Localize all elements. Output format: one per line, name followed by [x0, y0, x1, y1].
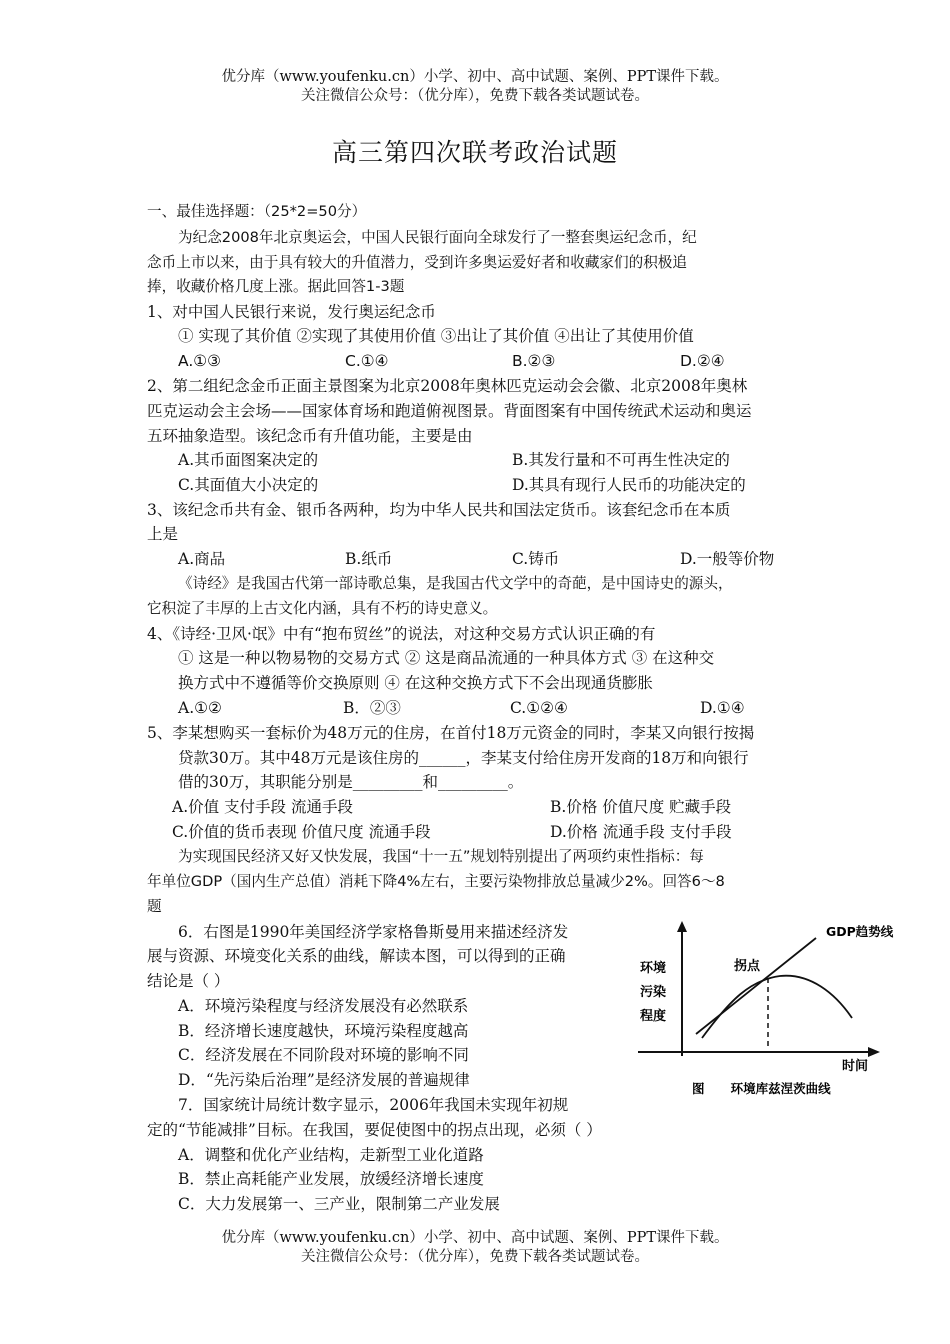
kuznets-curve: [702, 976, 852, 1038]
x-axis-label: 时间: [842, 1059, 869, 1074]
question-2-stem: 匹克运动会主会场——国家体育场和跑道俯视图景。背面图案有中国传统武术运动和奥运: [147, 402, 752, 420]
turning-point-label: 拐点: [734, 959, 761, 974]
question-6-option-b: B．经济增长速度越快，环境污染程度越高: [178, 1022, 469, 1040]
passage-1-line: 念币上市以来，由于具有较大的升值潜力，受到许多奥运爱好者和收藏家们的积极追: [147, 254, 687, 271]
question-3-stem: 上是: [147, 525, 179, 543]
question-3-option-c: C.铸币: [512, 550, 560, 568]
question-6-option-a: A．环境污染程度与经济发展没有必然联系: [178, 997, 469, 1015]
question-2-stem: 五环抽象造型。该纪念币有升值功能，主要是由: [147, 427, 473, 445]
question-1-option-a: A.①③: [178, 352, 222, 370]
section-heading: 一、最佳选择题：（25*2=50分）: [147, 203, 367, 220]
question-5-option-c: C.价值的货币表现 价值尺度 流通手段: [172, 823, 431, 841]
passage-3-line: 年单位GDP（国内生产总值）消耗下降4%左右，主要污染物排放总量减少2%。回答6～8: [147, 873, 725, 890]
question-7-option-b: B．禁止高耗能产业发展，放缓经济增长速度: [178, 1170, 484, 1188]
question-1-stem: 1、对中国人民银行来说，发行奥运纪念币: [147, 303, 436, 321]
question-7-stem: 定的“节能减排”目标。在我国，要促使图中的拐点出现，必须（ ）: [147, 1121, 602, 1139]
question-4-option-a: A.①②: [178, 699, 222, 717]
question-5-stem: 5、李某想购买一套标价为48万元的住房，在首付18万元资金的同时，李某又向银行按揭: [147, 724, 755, 742]
question-4-option-c: C.①②④: [510, 699, 568, 717]
question-1-items: ① 实现了其价值 ②实现了其使用价值 ③出让了其价值 ④出让了其使用价值: [178, 327, 694, 345]
passage-2-line: 它积淀了丰厚的上古文化内涵，具有不朽的诗史意义。: [147, 600, 498, 617]
question-2-option-b: B.其发行量和不可再生性决定的: [512, 451, 730, 469]
gdp-trend-line: [696, 938, 816, 1034]
y-axis-label: 环境: [640, 961, 667, 976]
question-4-stem: 4、《诗经·卫风·氓》中有“抱布贸丝”的说法，对这种交易方式认识正确的有: [147, 625, 656, 643]
passage-3-line: 题: [147, 898, 162, 915]
question-7-option-a: A．调整和优化产业结构，走新型工业化道路: [178, 1146, 484, 1164]
question-3-option-a: A.商品: [178, 550, 226, 568]
question-3-option-d: D.一般等价物: [680, 550, 775, 568]
kuznets-curve-figure: [630, 918, 910, 1103]
question-3-stem: 3、该纪念币共有金、银币各两种，均为中华人民共和国法定货币。该套纪念币在本质: [147, 501, 731, 519]
x-axis-arrow: [868, 1047, 880, 1057]
question-6-stem: 展与资源、环境变化关系的曲线，解读本图，可以得到的正确: [147, 947, 566, 965]
question-3-option-b: B.纸币: [345, 550, 393, 568]
question-6-option-c: C．经济发展在不同阶段对环境的影响不同: [178, 1046, 469, 1064]
gdp-trend-label: GDP趋势线: [826, 924, 894, 939]
y-axis-arrow: [677, 921, 687, 932]
question-7-stem: 7．国家统计局统计数字显示，2006年我国未实现年初规: [178, 1096, 569, 1114]
passage-2-line: 《诗经》是我国古代第一部诗歌总集，是我国古代文学中的奇葩，是中国诗史的源头，: [178, 575, 733, 592]
question-4-items: 换方式中不遵循等价交换原则 ④ 在这种交换方式下不会出现通货膨胀: [178, 674, 653, 692]
question-2-option-a: A.其币面图案决定的: [178, 451, 319, 469]
question-6-stem: 结论是（ ）: [147, 972, 230, 990]
y-axis-label: 污染: [640, 985, 667, 1000]
page-title: 高三第四次联考政治试题: [331, 138, 618, 167]
question-4-option-b: B．②③: [343, 699, 401, 717]
passage-1-line: 捧，收藏价格几度上涨。据此回答1-3题: [147, 278, 405, 295]
header-line-1: 优分库（www.youfenku.cn）小学、初中、高中试题、案例、PPT课件下载。: [221, 69, 729, 85]
question-6-stem: 6．右图是1990年美国经济学家格鲁斯曼用来描述经济发: [178, 923, 569, 941]
question-2-option-c: C.其面值大小决定的: [178, 476, 319, 494]
footer-line-1: 优分库（www.youfenku.cn）小学、初中、高中试题、案例、PPT课件下载。: [221, 1230, 729, 1246]
question-1-option-d: D.②④: [680, 352, 725, 370]
y-axis-label: 程度: [640, 1009, 667, 1024]
question-1-option-b: B.②③: [512, 352, 556, 370]
question-7-option-c: C．大力发展第一、三产业，限制第二产业发展: [178, 1195, 500, 1213]
question-5-option-b: B.价格 价值尺度 贮藏手段: [550, 798, 732, 816]
question-2-option-d: D.其具有现行人民币的功能决定的: [512, 476, 746, 494]
question-5-stem: 借的30万，其职能分别是_________和_________。: [178, 773, 524, 791]
figure-caption: 图 环境库兹涅茨曲线: [692, 1081, 831, 1096]
question-5-stem: 贷款30万。其中48万元是该住房的______，李某支付给住房开发商的18万和向银行: [178, 749, 749, 767]
question-6-option-d: D．“先污染后治理”是经济发展的普遍规律: [178, 1071, 470, 1089]
question-2-stem: 2、第二组纪念金币正面主景图案为北京2008年奥林匹克运动会会徽、北京2008年奥林: [147, 377, 748, 395]
passage-1-line: 为纪念2008年北京奥运会，中国人民银行面向全球发行了一整套奥运纪念币，纪: [178, 229, 697, 246]
question-5-option-a: A.价值 支付手段 流通手段: [172, 798, 353, 816]
passage-3-line: 为实现国民经济又好又快发展，我国“十一五”规划特别提出了两项约束性指标：每: [178, 848, 704, 865]
footer-line-2: 关注微信公众号：（优分库），免费下载各类试题试卷。: [301, 1249, 649, 1265]
header-line-2: 关注微信公众号：（优分库），免费下载各类试题试卷。: [301, 88, 649, 104]
question-1-option-c: C.①④: [345, 352, 389, 370]
question-4-items: ① 这是一种以物易物的交易方式 ② 这是商品流通的一种具体方式 ③ 在这种交: [178, 649, 715, 667]
question-5-option-d: D.价格 流通手段 支付手段: [550, 823, 732, 841]
question-4-option-d: D.①④: [700, 699, 745, 717]
